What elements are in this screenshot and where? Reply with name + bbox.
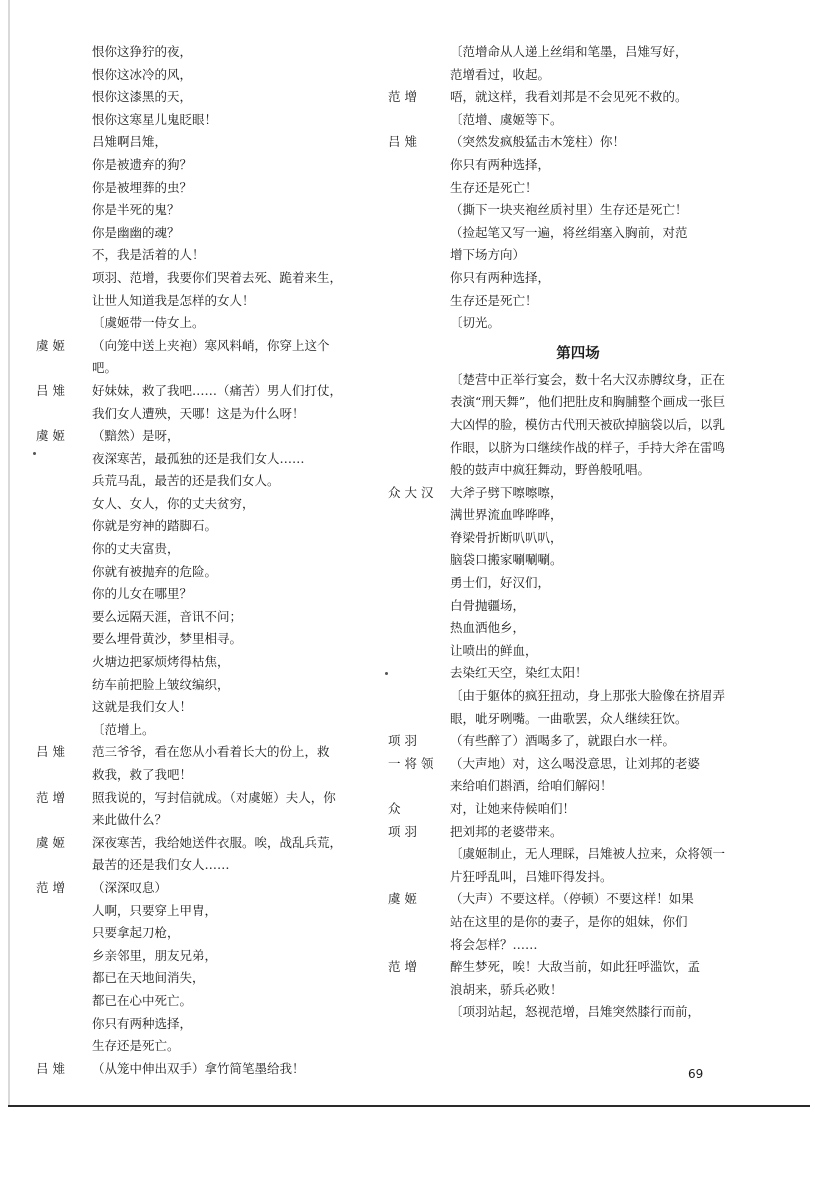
script-line: 对，让她来侍候咱们！ <box>450 801 576 816</box>
script-line: （突然发疯般猛击木笼柱）你！ <box>450 134 626 150</box>
script-line: 〔范增上。 <box>92 721 155 737</box>
right-column <box>388 41 728 1024</box>
scene-title: 第四场 <box>556 345 600 362</box>
script-line: 〔范增、虞姬等下。 <box>450 111 563 127</box>
bottom-rule <box>8 1105 810 1107</box>
script-line: 把刘邦的老婆带来。 <box>450 823 563 839</box>
script-line: 〔由于躯体的疯狂扭动，身上那张大脸像在挤眉弄眼，呲牙咧嘴。一曲歌罢，众人继续狂饮。 <box>450 688 726 726</box>
script-line: 最苦的还是我们女人…… <box>92 857 230 873</box>
script-line: 夜深寒苦，最孤独的还是我们女人…… <box>92 450 305 466</box>
script-line: 生存还是死亡！ <box>450 292 538 308</box>
scan-speck <box>33 452 36 455</box>
script-line: 让世人知道我是怎样的女人！ <box>92 292 255 308</box>
dialogue-entry <box>388 956 728 1001</box>
stage-direction <box>388 1001 728 1024</box>
dialogue-entry <box>388 821 728 844</box>
script-line: 不，我是活着的人！ <box>92 247 205 263</box>
script-line: 救我，救了我吧！ <box>92 767 193 782</box>
script-line: （撕下一块夹袍丝质衬里）生存还是死亡！ <box>450 202 688 218</box>
script-line: 项羽、范增，我要你们哭着去死、跪着来生， <box>92 269 343 285</box>
speaker-name: 虞姬 <box>36 834 70 850</box>
dialogue-entry <box>388 86 728 131</box>
page-number: 69 <box>688 1067 704 1081</box>
left-column <box>36 41 366 1080</box>
speaker-name: 虞姬 <box>388 891 422 907</box>
dialogue-entry <box>388 131 728 334</box>
script-line: 要么埋骨黄沙，梦里相寻。 <box>92 631 243 647</box>
dialogue-entry <box>36 425 366 741</box>
script-line: 深夜寒苦，我给她送件衣服。唉，战乱兵荒， <box>92 834 343 850</box>
script-line: 都已在天地间消失， <box>92 970 205 986</box>
stage-direction <box>388 369 728 482</box>
script-line: 你只有两种选择， <box>450 156 551 172</box>
dialogue-entry <box>36 877 366 1058</box>
script-line: 好妹妹，救了我吧……（痛苦）男人们打仗， <box>92 382 343 398</box>
dialogue-entry <box>36 335 366 380</box>
script-line: （向笼中送上夹袍）寒风料峭，你穿上这个 <box>92 337 330 353</box>
script-line: 范三爷爷，看在您从小看着长大的份上，救 <box>92 744 330 760</box>
script-line: 你就有被抛弃的危险。 <box>92 563 218 579</box>
script-line: 浪胡来，骄兵必败！ <box>450 981 563 997</box>
script-line: 照我说的，写封信就成。（对虞姬）夫人，你 <box>92 789 336 805</box>
dialogue-entry <box>36 832 366 877</box>
stage-direction <box>388 685 728 730</box>
script-line: 满世界流血哗哗哗， <box>450 507 563 523</box>
script-line: （有些醉了）酒喝多了，就跟白水一样。 <box>450 733 676 749</box>
script-line: 脑袋口搬家唰唰唰。 <box>450 552 563 568</box>
stage-direction <box>36 41 366 335</box>
dialogue-entry <box>388 798 728 821</box>
script-line: 来此做什么？ <box>92 812 168 828</box>
dialogue-entry <box>36 787 366 832</box>
script-line: 你只有两种选择， <box>450 269 551 285</box>
script-line: 你是被遗弃的狗？ <box>92 156 193 172</box>
script-line: 要么远隔天涯，音讯不问； <box>92 608 243 624</box>
script-line: 生存还是死亡！ <box>450 179 538 195</box>
speaker-name: 项羽 <box>388 823 422 839</box>
script-line: 只要拿起刀枪， <box>92 925 180 941</box>
script-line: 生存还是死亡。 <box>92 1038 180 1054</box>
script-line: 增下场方向） <box>450 247 526 263</box>
script-line: 我们女人遭殃，天哪！这是为什么呀！ <box>92 405 305 421</box>
script-line: 恨你这漆黑的天， <box>92 89 193 105</box>
script-line: 恨你这狰狞的夜， <box>92 44 193 59</box>
script-line: 吧。 <box>92 360 118 376</box>
dialogue-entry <box>388 730 728 753</box>
script-line: 大斧子劈下嚓嚓嚓， <box>450 484 563 500</box>
script-line: 站在这里的是你的妻子，是你的姐妹，你们 <box>450 913 688 929</box>
script-line: 这就是我们女人！ <box>92 699 193 715</box>
speaker-name: 范增 <box>36 789 70 805</box>
dialogue-entry <box>388 753 728 798</box>
script-line: 乡亲邻里，朋友兄弟， <box>92 947 218 963</box>
right-column-bottom <box>388 369 728 1024</box>
script-line: 〔虞姬带一侍女上。 <box>92 315 205 331</box>
page-edge-shadow <box>8 0 10 1107</box>
scan-speck <box>385 672 388 675</box>
script-line: 你是半死的鬼？ <box>92 202 180 218</box>
speaker-name: 虞姬 <box>36 428 70 444</box>
script-line: 你是幽幽的魂？ <box>92 224 180 240</box>
script-line: 来给咱们斟酒，给咱们解闷！ <box>450 778 613 794</box>
script-line: 女人、女人，你的丈夫贫穷， <box>92 495 255 511</box>
script-line: 吕雉啊吕雉， <box>92 134 168 150</box>
dialogue-entry <box>388 888 728 956</box>
speaker-name: 范增 <box>388 959 422 975</box>
stage-direction <box>388 41 728 86</box>
dialogue-entry <box>36 380 366 425</box>
script-line: 纺车前把脸上皱纹编织， <box>92 676 230 692</box>
script-line: 热血洒他乡， <box>450 620 526 636</box>
script-line: 你的儿女在哪里？ <box>92 586 193 602</box>
script-line: 白骨抛疆场， <box>450 597 526 613</box>
script-line: 火塘边把冢烦烤得枯焦， <box>92 654 230 670</box>
script-line: 勇士们，好汉们， <box>450 575 551 591</box>
speaker-name: 吕雉 <box>36 1060 70 1076</box>
script-line: 你的丈夫富贵， <box>92 541 180 557</box>
script-line: （捡起笔又写一遍，将丝绢塞入胸前，对范 <box>450 224 688 240</box>
script-line: （大声）不要这样。（停顿）不要这样！如果 <box>450 891 694 907</box>
script-line: 你就是穷神的踏脚石。 <box>92 518 218 534</box>
script-line: 人啊，只要穿上甲胄， <box>92 902 218 918</box>
dialogue-entry <box>36 1058 366 1081</box>
script-line: 〔切光。 <box>450 315 501 331</box>
right-column-top <box>388 41 728 335</box>
script-line: （深深叹息） <box>92 879 168 895</box>
speaker-name: 项羽 <box>388 733 422 749</box>
speaker-name: 众大汉 <box>388 484 438 500</box>
speaker-name: 范增 <box>36 879 70 895</box>
script-line: 〔虞姬制止，无人理睬，吕雉被人拉来，众将领一片狂呼乱叫，吕雉吓得发抖。 <box>450 846 726 884</box>
script-line: 你是被埋葬的虫？ <box>92 179 193 195</box>
stage-direction <box>388 843 728 888</box>
speaker-name: 众 <box>388 801 405 816</box>
speaker-name: 吕雉 <box>36 382 70 398</box>
script-line: 唔，就这样，我看刘邦是不会见死不救的。 <box>450 89 688 105</box>
script-line: （从笼中伸出双手）拿竹简笔墨给我！ <box>92 1060 305 1076</box>
script-line: 脊梁骨折断叭叭叭， <box>450 529 563 545</box>
dialogue-entry <box>36 741 366 786</box>
script-line: 将会怎样？…… <box>450 936 538 952</box>
dialogue-entry <box>388 482 728 685</box>
script-line: 〔楚营中正举行宴会，数十名大汉赤膊纹身，正在表演“刑天舞”，他们把肚皮和胸脯整个画成一张巨大凶悍的脸，模仿古代刑天被砍掉脑袋以后，以乳作眼，以脐为口继续作战的样子，手持大斧在雷鸣般的鼓声中疯狂舞动，野兽般吼唱。 <box>450 371 726 478</box>
speaker-name: 吕雉 <box>388 134 422 150</box>
script-line: 范增看过，收起。 <box>450 66 551 82</box>
speaker-name: 虞姬 <box>36 337 70 353</box>
script-line: （大声地）对，这么喝没意思，让刘邦的老婆 <box>450 755 701 771</box>
speaker-name: 范增 <box>388 89 422 105</box>
script-line: 去染红天空，染红太阳！ <box>450 665 588 681</box>
speaker-name: 一将领 <box>388 755 438 771</box>
script-line: 醉生梦死，唉！大敌当前，如此狂呼滥饮，孟 <box>450 959 701 975</box>
script-line: 都已在心中死亡。 <box>92 992 193 1008</box>
script-line: 让喷出的鲜血， <box>450 642 538 658</box>
script-line: （黯然）是呀， <box>92 428 180 444</box>
script-line: 〔项羽站起，怒视范增，吕雉突然膝行而前， <box>450 1004 701 1020</box>
script-line: 你只有两种选择， <box>92 1015 193 1031</box>
script-line: 兵荒马乱，最苦的还是我们女人。 <box>92 473 280 489</box>
script-line: 恨你这冰冷的风， <box>92 66 193 82</box>
script-line: 〔范增命从人递上丝绢和笔墨，吕雉写好， <box>450 44 688 59</box>
script-line: 恨你这寒星儿鬼眨眼！ <box>92 111 218 127</box>
speaker-name: 吕雉 <box>36 744 70 760</box>
